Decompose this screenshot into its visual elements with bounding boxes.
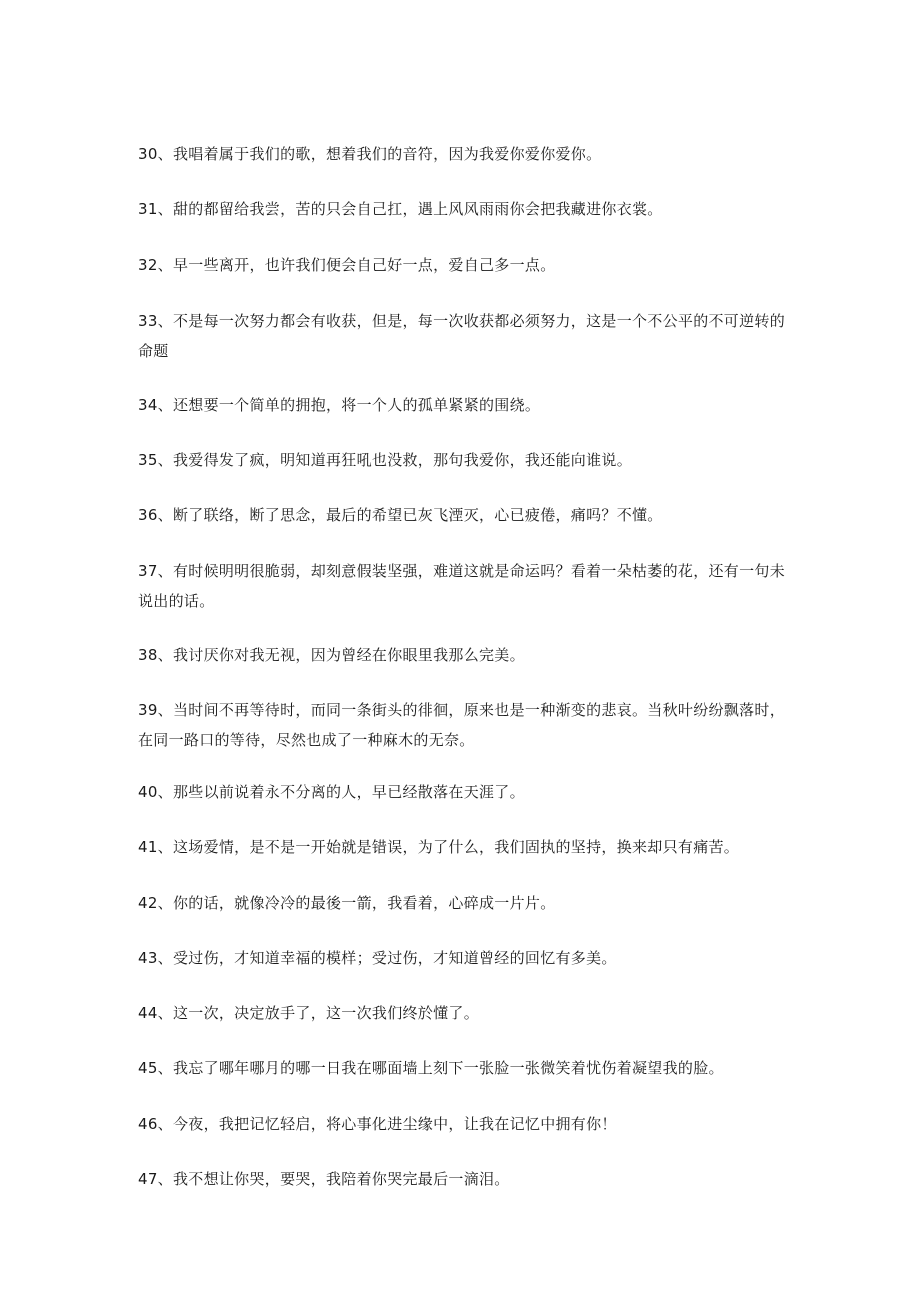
entry-32: 32、早一些离开，也许我们便会自己好一点，爱自己多一点。 xyxy=(138,256,556,274)
entry-33: 33、不是每一次努力都会有收获，但是，每一次收获都必须努力，这是一个不公平的不可逆转的命题 xyxy=(138,312,785,360)
entry-45: 45、我忘了哪年哪月的哪一日我在哪面墙上刻下一张脸一张微笑着忧伤着凝望我的脸。 xyxy=(138,1059,724,1077)
entry-38: 38、我讨厌你对我无视，因为曾经在你眼里我那么完美。 xyxy=(138,646,525,664)
entry-37: 37、有时候明明很脆弱，却刻意假装坚强，难道这就是命运吗？看着一朵枯萎的花，还有一句未说出的话。 xyxy=(138,562,785,610)
entry-46: 46、今夜，我把记忆轻启，将心事化进尘缘中，让我在记忆中拥有你！ xyxy=(138,1115,617,1133)
entry-30: 30、我唱着属于我们的歌，想着我们的音符，因为我爱你爱你爱你。 xyxy=(138,145,602,163)
entry-36: 36、断了联络，断了思念，最后的希望已灰飞湮灭，心已疲倦，痛吗？不懂。 xyxy=(138,506,663,524)
entry-42: 42、你的话，就像冷冷的最後一箭，我看着，心碎成一片片。 xyxy=(138,894,556,912)
entry-39: 39、当时间不再等待时，而同一条街头的徘徊，原来也是一种渐变的悲哀。当秋叶纷纷飘落时，在同一路口的等待，尽然也成了一种麻木的无奈。 xyxy=(138,701,785,749)
entry-44: 44、这一次，决定放手了，这一次我们终於懂了。 xyxy=(138,1004,479,1022)
entry-41: 41、这场爱情，是不是一开始就是错误，为了什么，我们固执的坚持，换来却只有痛苦。 xyxy=(138,838,740,856)
entry-34: 34、还想要一个简单的拥抱，将一个人的孤单紧紧的围绕。 xyxy=(138,396,541,414)
entry-47: 47、我不想让你哭，要哭，我陪着你哭完最后一滴泪。 xyxy=(138,1170,510,1188)
entry-31: 31、甜的都留给我尝，苦的只会自己扛，遇上风风雨雨你会把我藏进你衣裳。 xyxy=(138,200,663,218)
entry-43: 43、受过伤，才知道幸福的模样；受过伤，才知道曾经的回忆有多美。 xyxy=(138,949,617,967)
entry-40: 40、那些以前说着永不分离的人，早已经散落在天涯了。 xyxy=(138,783,525,801)
entry-35: 35、我爱得发了疯，明知道再狂吼也没救，那句我爱你，我还能向谁说。 xyxy=(138,451,632,469)
